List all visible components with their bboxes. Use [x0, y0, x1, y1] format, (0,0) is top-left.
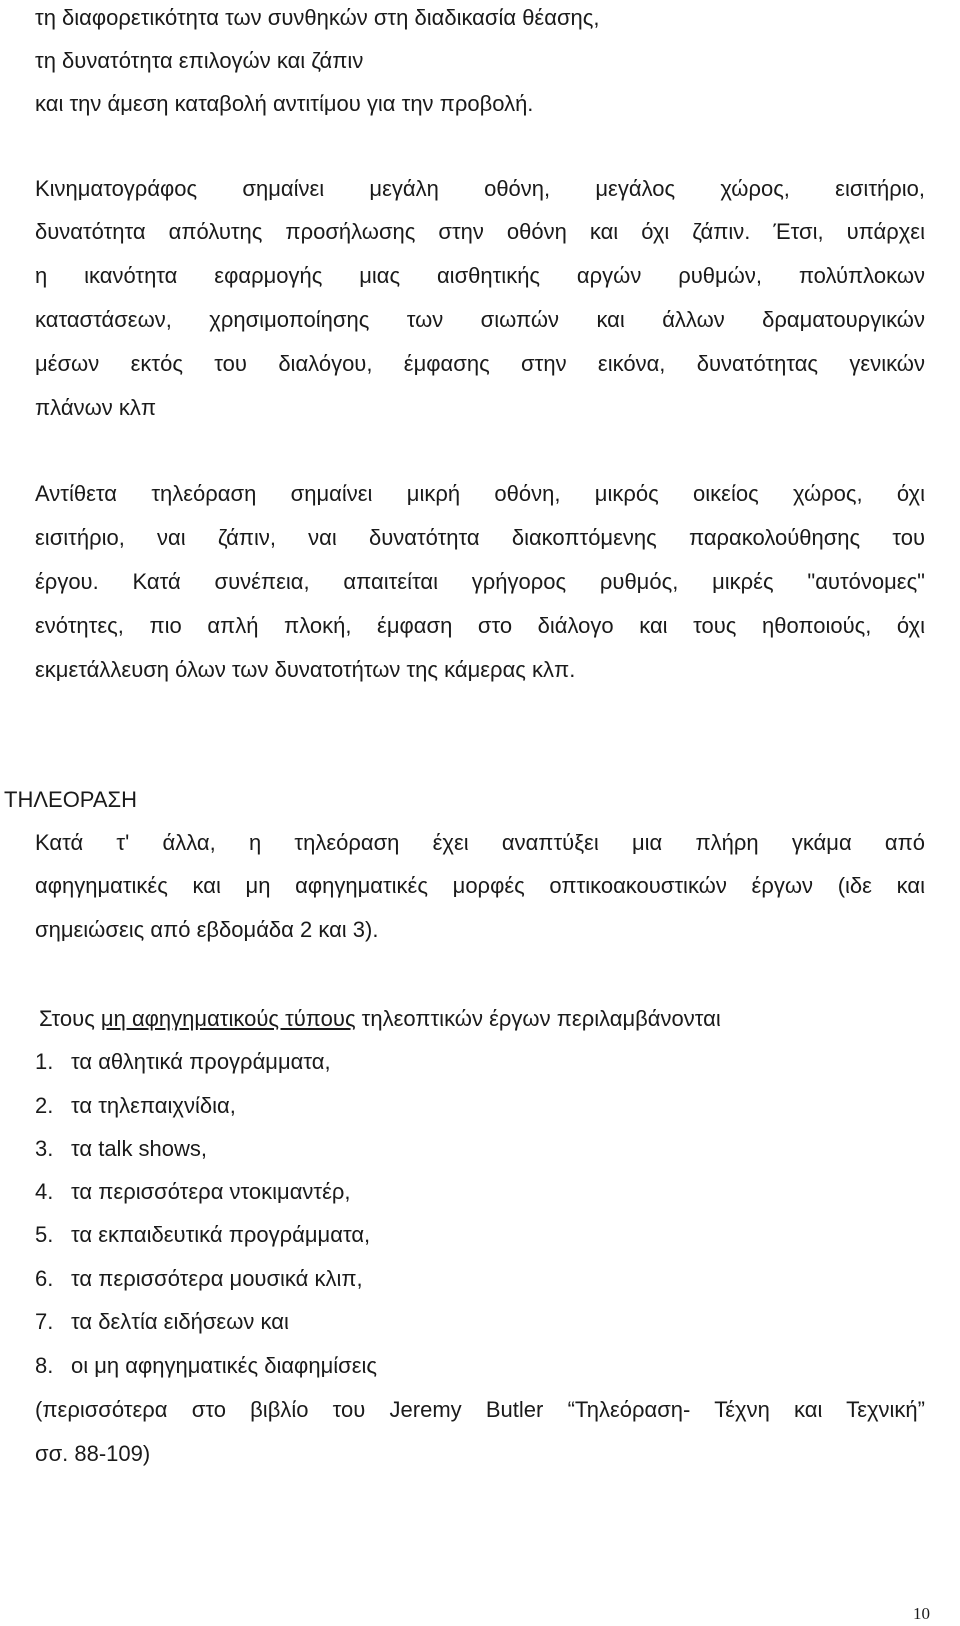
body-line: έργου. Κατά συνέπεια, απαιτείται γρήγορος ρυθμός, μικρές "αυτόνομες" — [35, 569, 925, 594]
list-item — [35, 1135, 925, 1163]
list-item — [35, 1092, 925, 1120]
body-line: τη διαφορετικότητα των συνθηκών στη διαδικασία θέασης, — [35, 5, 600, 30]
reference-line: (περισσότερα στο βιβλίο του Jeremy Butler “Τηλεόραση- Τέχνη και Τεχνική” — [35, 1397, 925, 1422]
intro-before: Στους — [39, 1006, 101, 1031]
body-line: η ικανότητα εφαρμογής μιας αισθητικής αργών ρυθμών, πολύπλοκων — [35, 263, 925, 288]
body-line: εισιτήριο, ναι ζάπιν, ναι δυνατότητα διακοπτόμενης παρακολούθησης του — [35, 525, 925, 550]
list-item — [35, 1221, 925, 1249]
body-line: σημειώσεις από εβδομάδα 2 και 3). — [35, 917, 379, 942]
intro-underlined: μη αφηγηματικούς τύπους — [100, 1006, 356, 1031]
section-heading: ΤΗΛΕΟΡΑΣΗ — [4, 787, 138, 812]
body-line: ενότητες, πιο απλή πλοκή, έμφαση στο διάλογο και τους ηθοποιούς, όχι — [35, 613, 925, 638]
body-line: Κινηματογράφος σημαίνει μεγάλη οθόνη, μεγάλος χώρος, εισιτήριο, — [35, 176, 925, 201]
list-number: 8. — [35, 1353, 54, 1378]
list-item — [35, 1265, 925, 1293]
body-line: καταστάσεων, χρησιμοποίησης των σιωπών και άλλων δραματουργικών — [35, 307, 925, 332]
list-number: 3. — [35, 1136, 54, 1161]
list-text: τα εκπαιδευτικά προγράμματα, — [71, 1222, 371, 1247]
list-number: 6. — [35, 1266, 54, 1291]
body-line: δυνατότητα απόλυτης προσήλωσης στην οθόνη και όχι ζάπιν. Έτσι, υπάρχει — [35, 219, 925, 244]
reference-line: σσ. 88-109) — [35, 1441, 151, 1466]
list-text: τα τηλεπαιχνίδια, — [71, 1093, 236, 1118]
list-text: τα περισσότερα μουσικά κλιπ, — [71, 1266, 363, 1291]
list-number: 5. — [35, 1222, 54, 1247]
body-line: Κατά τ' άλλα, η τηλεόραση έχει αναπτύξει μια πλήρη γκάμα από — [35, 830, 925, 855]
body-line: εκμετάλλευση όλων των δυνατοτήτων της κάμερας κλπ. — [35, 657, 576, 682]
list-item — [35, 1352, 925, 1380]
list-intro — [39, 1005, 929, 1033]
list-text: οι μη αφηγηματικές διαφημίσεις — [71, 1353, 378, 1378]
list-item — [35, 1178, 925, 1206]
list-text: τα περισσότερα ντοκιμαντέρ, — [71, 1179, 351, 1204]
page-number: 10 — [913, 1604, 930, 1623]
body-line: μέσων εκτός του διαλόγου, έμφασης στην εικόνα, δυνατότητας γενικών — [35, 351, 925, 376]
list-number: 7. — [35, 1309, 54, 1334]
list-text: τα δελτία ειδήσεων και — [71, 1309, 289, 1334]
list-item — [35, 1308, 925, 1336]
list-text: τα talk shows, — [71, 1136, 208, 1161]
body-line: τη δυνατότητα επιλογών και ζάπιν — [35, 48, 364, 73]
list-number: 4. — [35, 1179, 54, 1204]
list-text: τα αθλητικά προγράμματα, — [71, 1049, 331, 1074]
body-line: αφηγηματικές και μη αφηγηματικές μορφές οπτικοακουστικών έργων (ιδε και — [35, 873, 925, 898]
list-number: 1. — [35, 1049, 54, 1074]
list-number: 2. — [35, 1093, 54, 1118]
intro-after: τηλεοπτικών έργων περιλαμβάνονται — [355, 1006, 721, 1031]
list-item — [35, 1048, 925, 1076]
body-line: Αντίθετα τηλεόραση σημαίνει μικρή οθόνη, μικρός οικείος χώρος, όχι — [35, 481, 925, 506]
body-line: και την άμεση καταβολή αντιτίμου για την προβολή. — [35, 91, 534, 116]
body-line: πλάνων κλπ — [35, 395, 157, 420]
